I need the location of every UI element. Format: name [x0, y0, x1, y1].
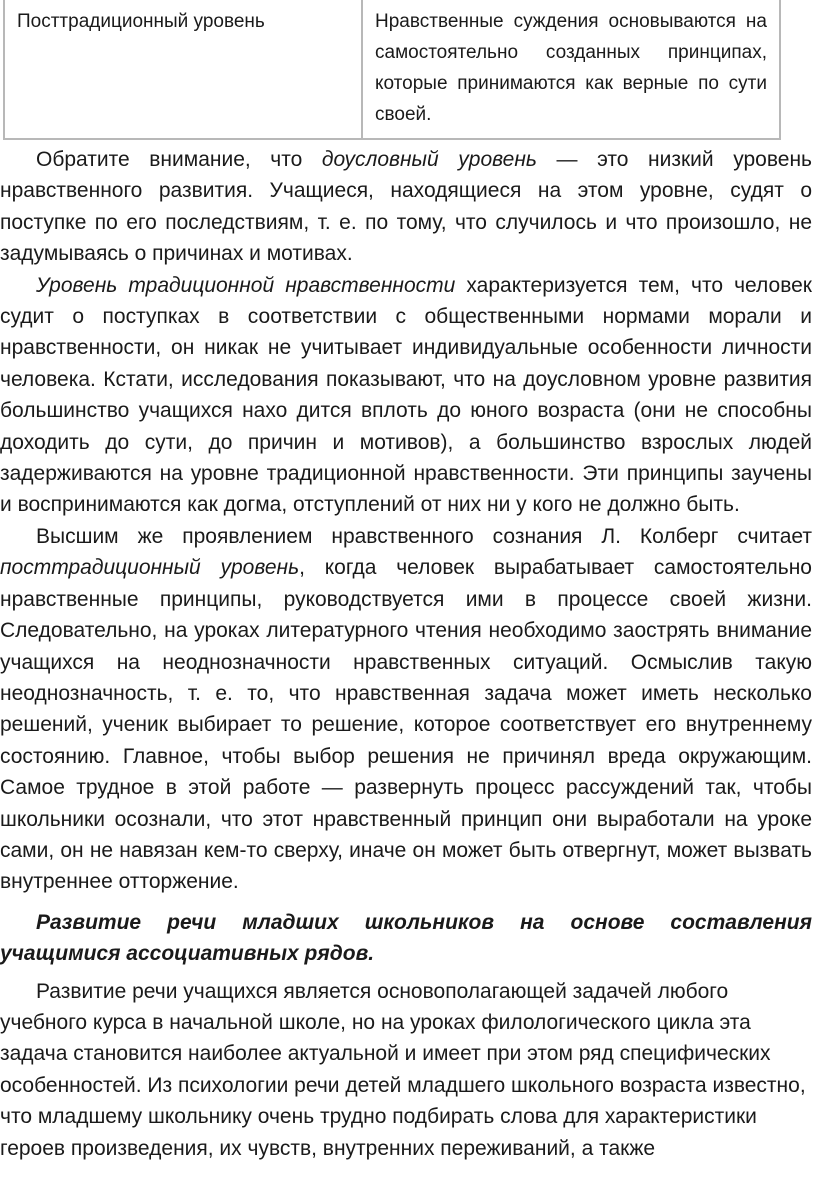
moral-levels-table — [3, 0, 781, 140]
level-name-cell: Посттрадиционный уровень — [4, 0, 362, 139]
term-postconventional: посттрадиционный уровень — [0, 556, 300, 580]
paragraph-lead: Высшим же проявлением нравственного сознания Л. Колберг считает — [36, 524, 812, 548]
term-preconventional: доусловный уровень — [321, 148, 537, 171]
paragraph-rest: , когда человек вырабатывает самостоятельно нравственные принципы, руководствуется ими в процессе своей жизни. Следовательно, на уроках литературного чтения необходимо заострять внимание учащихся на неоднозначности нравственных ситуаций. Осмыслив такую неоднозначность, т. е. то, что нравственная задача может иметь несколько решений, ученик выбирает то решение, которое соответствует его внутреннему состоянию. Главное, чтобы выбор решения не причинял вреда окружающим. Самое трудное в этой работе — развернуть процесс рассуждений так, чтобы школьники осознали, что этот нравственный принцип они выработали на уроке сами, он не навязан кем-то сверху, иначе он может быть отвергнут, может вызвать внутреннее отторжение. — [0, 556, 812, 894]
document-body — [0, 144, 812, 1164]
paragraph-conventional — [0, 270, 812, 521]
paragraph-speech-development: Развитие речи учащихся является основополагающей задачей любого учебного курса в начальной школе, но на уроках филологического цикла эта задача становится наиболее актуальной и имеет при этом ряд специфических особенностей. Из психологии речи детей младшего школьного возраста известно, что младшему школьнику очень трудно подбирать слова для характеристики героев произведения, их чувств, внутренних переживаний, а также — [0, 979, 806, 1160]
section-heading: Развитие речи младших школьников на основе составления учащимися ассоциативных рядов. — [0, 910, 812, 966]
table-row — [4, 0, 780, 139]
term-conventional: Уровень традиционной нравственности — [36, 273, 456, 297]
paragraph-lead: Обратите внимание, что — [36, 148, 322, 171]
paragraph-rest: характеризуется тем, что человек судит о поступках в соответствии с общественными нормами морали и нравственности, он никак не учитывает индивидуальные особенности личности человека. Кстати, исследования показывают, что на доусловном уровне развития большинство учащихся нахо дится вплоть до юного возраста (они не способны доходить до сути, до причин и мотивов), а большинство взрослых людей задерживаются на уровне традиционной нравственности. Эти принципы заучены и воспринимаются как догма, отступлений от них ни у кого не должно быть. — [0, 273, 812, 517]
paragraph-postconventional — [0, 521, 812, 898]
paragraph-preconventional — [0, 144, 812, 270]
paragraph-rest: — это низкий уровень нравственного развития. Учащиеся, находящиеся на этом уровне, судят о поступке по его последствиям, т. е. по тому, что случилось и что произошло, не задумываясь о причинах и мотивах. — [0, 148, 812, 266]
level-description-cell: Нравственные суждения основываются на самостоятельно созданных принципах, которые принимаются как верные по сути своей. — [362, 0, 780, 139]
